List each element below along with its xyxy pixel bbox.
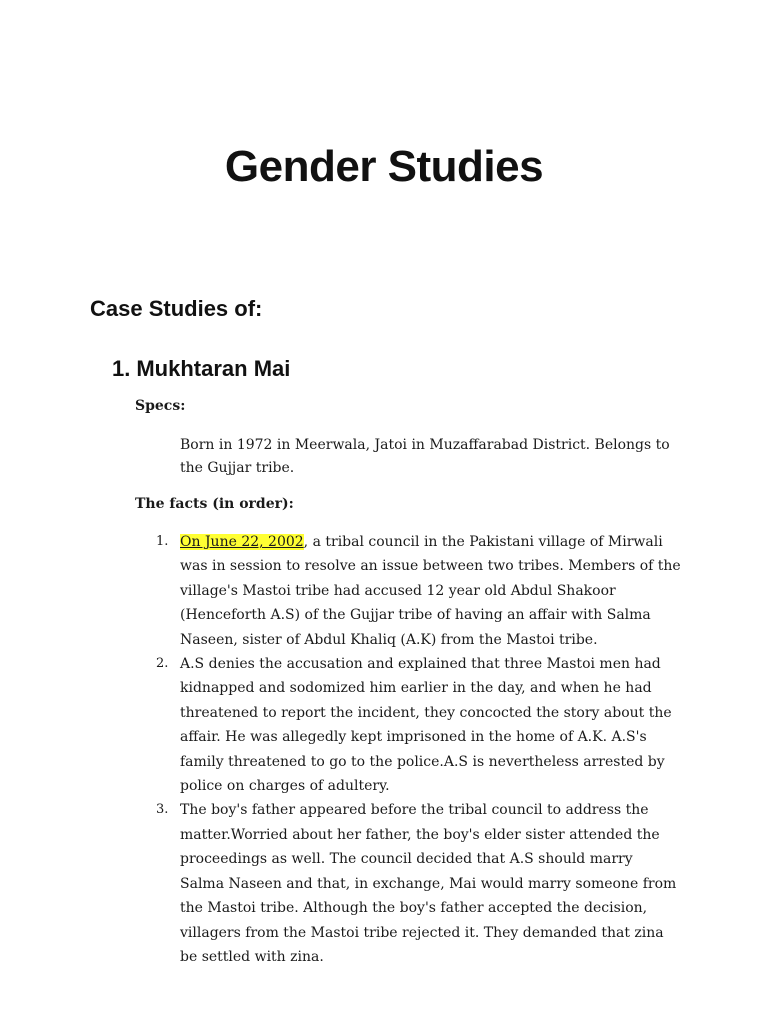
- list-marker: 3.: [156, 802, 169, 818]
- highlighted-date: On June 22, 2002: [180, 534, 304, 550]
- case-number: 1.: [112, 356, 131, 381]
- specs-text: Born in 1972 in Meerwala, Jatoi in Muzaffarabad District. Belongs to the Gujjar tribe.: [180, 437, 670, 476]
- list-marker: 1.: [156, 534, 169, 549]
- facts-label: [135, 496, 294, 512]
- specs-label-colon: :: [180, 398, 186, 414]
- list-marker: 2.: [156, 656, 169, 672]
- case-name: Mukhtaran Mai: [136, 356, 291, 381]
- list-item-text: A.S denies the accusation and explained that three Mastoi men had kidnapped and sodomized him earlier in the day, and when he had threatened to report the incident, they concocted the story about the affair. He was allegedly kept imprisoned in the home of A.K. A.S's family threatened to go to the police.A.S is nevertheless arrested by police on charges of adultery.: [180, 656, 672, 795]
- facts-label-colon: :: [288, 496, 294, 512]
- document-title: Gender Studies: [224, 142, 544, 191]
- list-item-text: The boy's father appeared before the tribal council to address the matter.Worried about her father, the boy's elder sister attended the proceedings as well. The council decided that A.S should marry Salma Naseen and that, in exchange, Mai would marry someone from the Mastoi tribe. Although the boy's father accepted the decision, villagers from the Mastoi tribe rejected it. They demanded that zina be settled with zina.: [180, 802, 677, 965]
- list-item: [156, 652, 681, 798]
- case-heading: [112, 356, 290, 382]
- list-item-text: , a tribal council in the Pakistani village of Mirwali was in session to resolve an issue between two tribes. Members of the village's Mastoi tribe had accused 12 year old Abdul Shakoor (Henceforth A.S) of the Gujjar tribe of having an affair with Salma Naseen, sister of Abdul Khaliq (A.K) from the Mastoi tribe.: [180, 534, 681, 648]
- specs-label-text: Specs: [135, 398, 181, 414]
- list-item: [156, 798, 681, 969]
- facts-list: [156, 530, 681, 969]
- facts-label-text: The facts (in order): [135, 496, 289, 512]
- specs-label: [135, 398, 185, 414]
- list-item: [156, 530, 681, 652]
- section-heading: Case Studies of:: [90, 296, 263, 321]
